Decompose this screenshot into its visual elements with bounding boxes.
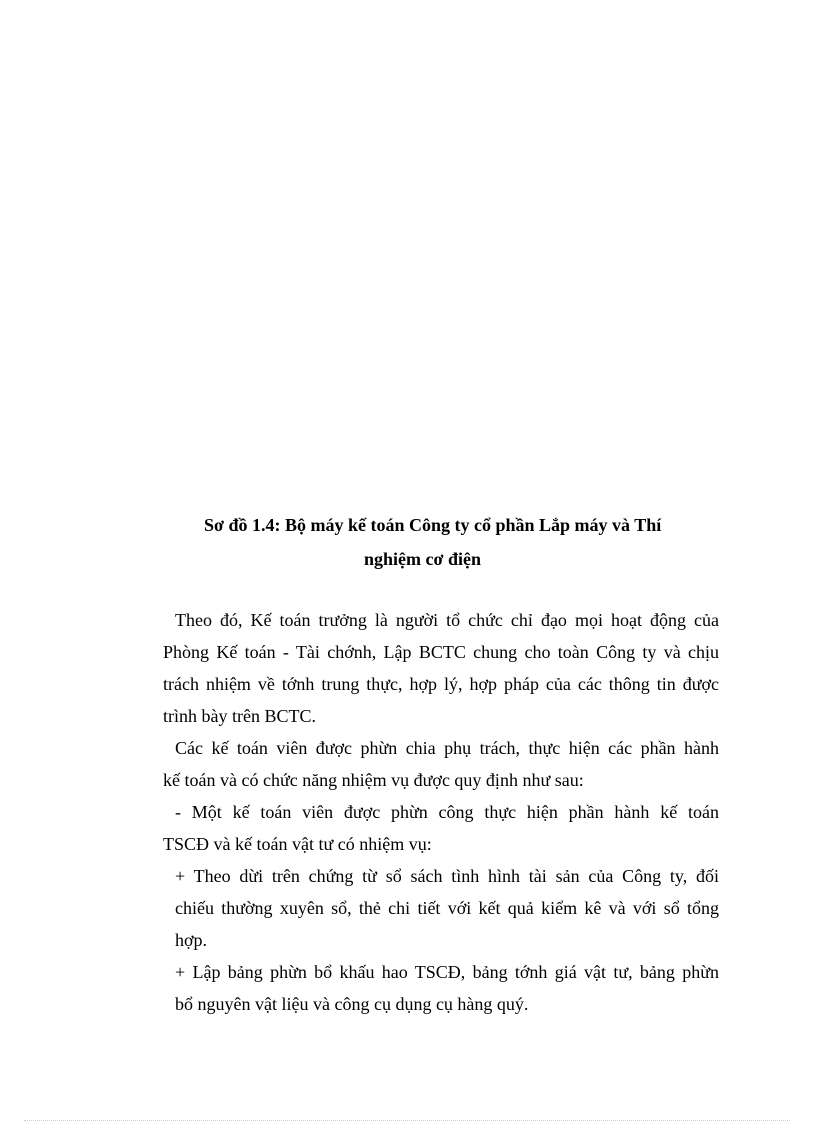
paragraph-4-line-1: + Theo dừi trên chứng từ sổ sách tình hình tài sản của Công ty, đối: [175, 866, 719, 886]
paragraph-3-line-2: TSCĐ và kế toán vật tư có nhiệm vụ:: [163, 834, 432, 854]
paragraph-4-line-3: hợp.: [175, 930, 208, 950]
caption-line-2: nghiệm cơ điện: [364, 549, 481, 569]
paragraph-2-line-2: kế toán và có chức năng nhiệm vụ được quy định như sau:: [163, 770, 584, 790]
paragraph-1-line-2: Phòng Kế toán - Tài chớnh, Lập BCTC chung cho toàn Công ty và chịu: [163, 642, 719, 662]
paragraph-3-line-1: - Một kế toán viên được phừn công thực hiện phần hành kế toán: [175, 802, 719, 822]
paragraph-1-line-3: trách nhiệm về tớnh trung thực, hợp lý, hợp pháp của các thông tin được: [163, 674, 719, 694]
caption-line-1: Sơ đồ 1.4: Bộ máy kế toán Công ty cổ phần Lắp máy và Thí: [204, 515, 662, 535]
page-bottom-rule: [24, 1120, 790, 1121]
paragraph-4-line-2: chiếu thường xuyên sổ, thẻ chi tiết với kết quả kiểm kê và với sổ tổng: [175, 898, 719, 918]
paragraph-5-line-1: + Lập bảng phừn bổ khấu hao TSCĐ, bảng tớnh giá vật tư, bảng phừn: [175, 962, 719, 982]
paragraph-2-line-1: Các kế toán viên được phừn chia phụ trách, thực hiện các phần hành: [175, 738, 719, 758]
paragraph-1-line-4: trình bày trên BCTC.: [163, 706, 316, 726]
paragraph-5-line-2: bổ nguyên vật liệu và công cụ dụng cụ hàng quý.: [175, 994, 529, 1014]
paragraph-1-line-1: Theo đó, Kế toán trưởng là người tổ chức chỉ đạo mọi hoạt động của: [175, 610, 719, 630]
